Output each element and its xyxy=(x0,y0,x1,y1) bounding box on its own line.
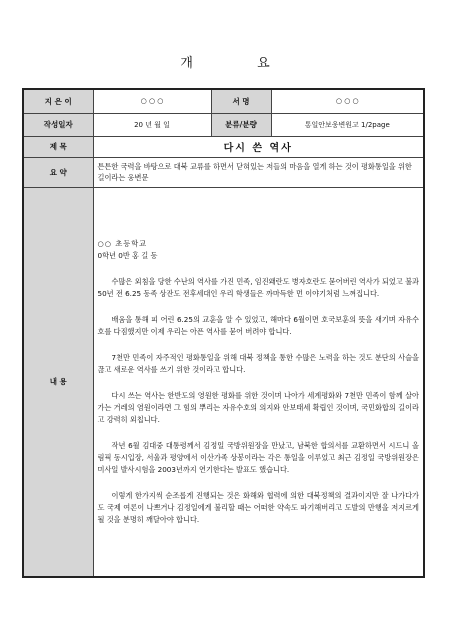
summary-row xyxy=(23,157,424,187)
summary-label: 요 약 xyxy=(23,157,93,187)
school-name: ○○ 초등학교 xyxy=(97,238,148,248)
date-value: 20 년 월 일 xyxy=(93,113,211,136)
category-value: 통일안보웅변원고 1/2page xyxy=(271,113,424,136)
paragraph-4: 다시 쓰는 역사는 한반도의 영원한 평화를 위한 것이며 나아가 세계평화와 7천만 민족이 함께 살아가는 거레의 염원이라면 그 힘의 뿌리는 자유수호의 의지와 안보태세 확립인 것이며, 국민화합의 길이라고 강력히 외칩니다. xyxy=(97,390,419,424)
author-row xyxy=(23,89,424,113)
paragraph-5: 작년 6월 김대중 대통령께서 김정일 국방위원장을 만났고, 남북한 합의서를 교환하면서 시드니 올림픽 동시입장, 서울과 평양에서 이산가족 상봉이라는 각은 통일을 이루었고 최근 김정일 국방위원장은 미사일 발사시험을 2003년까지 연기한다는 발표도 했습니다. xyxy=(97,440,419,474)
content-label: 내 용 xyxy=(23,187,93,577)
document-title: 개 요 xyxy=(180,56,300,71)
subject-row xyxy=(23,136,424,157)
paragraph-1: 수많은 외침을 당한 수난의 역사를 가진 민족, 임진왜란도 병자호란도 묻어버린 역사가 되었고 불과 50년 전 6.25 동족 상잔도 전후세대인 우리 학생들은 까마득한 먼 이야기처럼 느껴집니다. xyxy=(97,276,419,298)
content-row xyxy=(23,187,424,577)
author-value: ○ ○ ○ xyxy=(93,89,211,113)
author-label: 지 은 이 xyxy=(23,89,93,113)
paragraph-2: 배움을 통해 피 어린 6.25의 교훈을 알 수 있었고, 해마다 6월이면 호국보훈의 뜻을 새기며 자유수호를 다짐했지만 이제 우리는 아픈 역사를 묻어 버려야 합니다. xyxy=(97,314,419,336)
content-body xyxy=(93,187,424,577)
date-label: 작성일자 xyxy=(23,113,93,136)
paragraph-3: 7천만 민족이 자주적인 평화통일을 위해 대북 정책을 통한 수많은 노력을 하는 것도 분단의 사슬을 끊고 새로운 역사를 쓰기 위한 것이라고 합니다. xyxy=(97,352,419,374)
student-name: 0학년 0반 홍 길 동 xyxy=(97,250,158,260)
summary-value: 튼튼한 국력을 바탕으로 대북 교류를 하면서 닫혀있는 저들의 마음을 열게 하는 것이 평화통일을 위한 길이라는 웅변문 xyxy=(93,157,424,187)
signature-label: 서 명 xyxy=(211,89,271,113)
subject-label: 제 목 xyxy=(23,136,93,157)
summary-form-table xyxy=(22,88,425,578)
subject-value: 다시 쓴 역사 xyxy=(93,136,424,157)
paragraph-6: 이렇게 한가지씩 순조롭게 진행되는 것은 화해와 협력에 의한 대북정책의 결과이지만 잘 나가다가도 국제 여론이 나쁘거나 김정일에게 불리할 때는 어떠한 약속도 파기해버리고 도발의 만행을 저지르게 될 것을 분명히 깨달아야 합니다. xyxy=(97,490,419,524)
signature-value: ○ ○ ○ xyxy=(271,89,424,113)
category-label: 분류/분량 xyxy=(211,113,271,136)
date-row xyxy=(23,113,424,136)
